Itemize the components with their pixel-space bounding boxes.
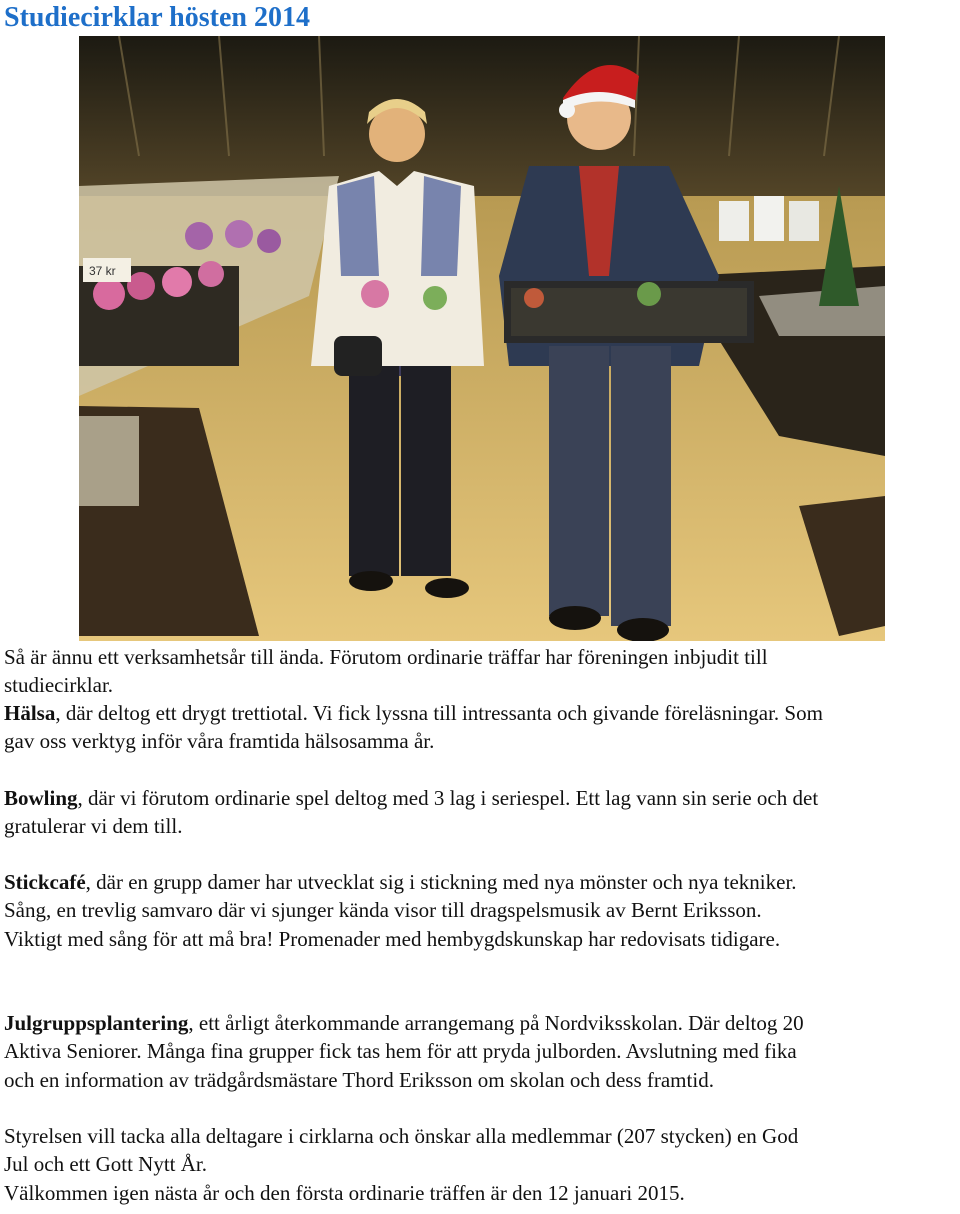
text-line: Sång, en trevlig samvaro där vi sjunger kända visor till dragspelsmusik av Bernt Eriksson. — [4, 898, 762, 923]
paragraph-intro — [4, 643, 960, 700]
topic-stickcafe: Stickcafé — [4, 870, 86, 894]
text-line — [4, 1009, 960, 1037]
text-line: Så är ännu ett verksamhetsår till ända. Förutom ordinarie träffar har föreningen inbjudit till — [4, 645, 768, 669]
price-tag: 37 kr — [89, 264, 116, 278]
text-span: , där en grupp damer har utvecklat sig i stickning med nya mönster och nya tekniker. — [85, 870, 797, 894]
text-line: gav oss verktyg inför våra framtida hälsosamma år. — [4, 729, 435, 754]
text-line: Aktiva Seniorer. Många fina grupper fick tas hem för att pryda julborden. Avslutning med fika — [4, 1039, 797, 1064]
text-line: Jul och ett Gott Nytt År. — [4, 1152, 207, 1177]
text-line — [4, 868, 960, 896]
paragraph-bowling — [4, 784, 960, 841]
text-line: studiecirklar. — [4, 673, 114, 698]
text-line: Styrelsen vill tacka alla deltagare i cirklarna och önskar alla medlemmar (207 stycken) en God — [4, 1124, 799, 1148]
paragraph-halsa — [4, 699, 960, 756]
paragraph-styrelsen — [4, 1122, 960, 1207]
white-pots — [719, 196, 819, 241]
text-line — [4, 784, 960, 812]
text-span: , där vi förutom ordinarie spel deltog med 3 lag i seriespel. Ett lag vann sin serie och det — [77, 786, 819, 810]
text-line: Välkommen igen nästa år och den första ordinarie träffen är den 12 januari 2015. — [4, 1180, 685, 1205]
page-title: Studiecirklar hösten 2014 — [4, 2, 310, 33]
text-line — [4, 699, 960, 727]
greenhouse-photo — [79, 36, 885, 641]
paragraph-stickcafe — [4, 868, 960, 953]
text-span: , där deltog ett drygt trettiotal. Vi fick lyssna till intressanta och givande föreläsningar. Som — [55, 701, 823, 725]
topic-bowling: Bowling — [4, 786, 78, 810]
text-line: Viktigt med sång för att må bra! Promenader med hembygdskunskap har redovisats tidigare. — [4, 926, 781, 951]
topic-halsa: Hälsa — [4, 701, 56, 725]
paragraph-julgrupp — [4, 1009, 960, 1094]
text-span: , ett årligt återkommande arrangemang på Nordviksskolan. Där deltog 20 — [188, 1011, 804, 1035]
topic-julgrupp: Julgruppsplantering — [4, 1011, 189, 1035]
text-line: gratulerar vi dem till. — [4, 814, 183, 839]
text-line: och en information av trädgårdsmästare Thord Eriksson om skolan och dess framtid. — [4, 1067, 714, 1092]
